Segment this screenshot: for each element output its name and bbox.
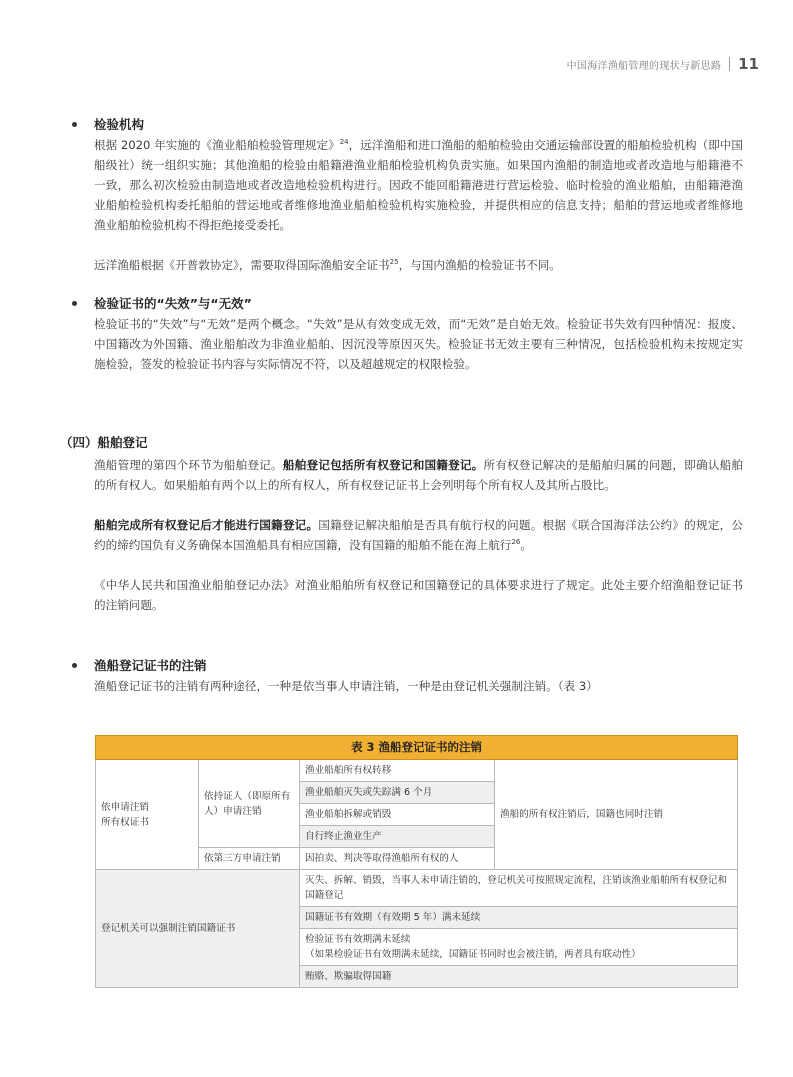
section-ship-registration-body (78, 455, 743, 615)
table-cell: 渔业船舶所有权转移 (300, 760, 495, 782)
paragraph-registration-intro: 渔船管理的第四个环节为船舶登记。船舶登记包括所有权登记和国籍登记。所有权登记解决的是船舶归属的问题，即确认船舶的所有权人。如果船舶有两个以上的所有权人，所有权登记证书上会列明每个所有权人及其所占股比。 (94, 458, 743, 492)
footnote-ref-26: 26 (511, 538, 521, 547)
paragraph-certificate-validity: 检验证书的“失效”与“无效”是两个概念。“失效”是从有效变成无效，而“无效”是自始无效。检验证书失效有四种情况：报废、中国籍改为外国籍、渔业船舶改为非渔业船舶、因沉没等原因灭失。检验证书无效主要有三种情况，包括检验机构未按规定实施检验，签发的检验证书内容与实际情况不符，以及超越规定的权限检验。 (94, 317, 743, 371)
paragraph-certificate-cancellation: 渔船登记证书的注销有两种途径，一种是依当事人申请注销，一种是由登记机关强制注销。（表 3） (94, 679, 598, 693)
cancellation-table (95, 735, 738, 988)
bullet-certificate-validity (78, 294, 743, 374)
table-cell: 自行终止渔业生产 (300, 826, 495, 848)
paragraph-nationality-registration: 船舶完成所有权登记后才能进行国籍登记。国籍登记解决船舶是否具有航行权的问题。根据《联合国海洋法公约》的规定，公约的缔约国负有义务确保本国渔船具有相应国籍，没有国籍的船舶不能在海上航行$^{26}$。 (94, 518, 743, 552)
heading-inspection-agency: 检验机构 (94, 117, 145, 132)
paragraph-registration-rules: 《中华人民共和国渔业船舶登记办法》对渔业船舶所有权登记和国籍登记的具体要求进行了规定。此处主要介绍渔船登记证书的注销问题。 (94, 578, 743, 612)
page-number: 11 (738, 55, 759, 73)
table-group-application: 依申请注销 所有权证书 (96, 760, 199, 870)
table-cell: 国籍证书有效期（有效期 5 年）满未延续 (300, 907, 738, 929)
table-cell: 渔业船舶拆解或销毁 (300, 804, 495, 826)
table-note-nationality: 渔船的所有权注销后，国籍也同时注销 (495, 760, 738, 870)
footnote-ref-24: 24 (339, 138, 349, 147)
bullet-inspection-agency (78, 115, 743, 275)
heading-certificate-cancellation: 渔船登记证书的注销 (94, 658, 207, 673)
bullet-icon (72, 122, 77, 127)
page-header (567, 55, 759, 73)
bullet-certificate-cancellation (78, 656, 743, 696)
paragraph-inspection-agency: 根据 2020 年实施的《渔业船舶检验管理规定》$^{24}$，远洋渔船和进口渔船的船舶检验由交通运输部设置的船舶检验机构（即中国船级社）统一组织实施；其他渔船的检验由船籍港渔业船舶检验机构负责实施。如果国内渔船的制造地或者改造地与船籍港不一致，那么初次检验由制造地或者改造地检验机构进行。因政不能回船籍港进行营运检验、临时检验的渔业船舶，由船籍港渔业船舶检验机构委托船舶的营运地或者维修地渔业船舶检验机构实施检验，并提供相应的信息支持；船舶的营运地或者维修地渔业船舶检验机构不得拒绝接受委托。 (94, 138, 743, 232)
table-caption: 表 3 渔船登记证书的注销 (96, 736, 738, 760)
header-divider (729, 57, 730, 71)
footnote-ref-25: 25 (389, 258, 399, 267)
table-subgroup-third-party: 依第三方申请注销 (199, 848, 300, 870)
table-subgroup-holder: 依持证人（即原所有人）申请注销 (199, 760, 300, 848)
table-group-forced: 登记机关可以强制注销国籍证书 (96, 870, 300, 988)
table-cell: 贿赂、欺骗取得国籍 (300, 966, 738, 988)
section-title-ship-registration: （四）船舶登记 (60, 435, 148, 450)
table-cell: 渔业船舶灭失或失踪满 6 个月 (300, 782, 495, 804)
table-cell: 检验证书有效期满未延续 （如果检验证书有效期满未延续，国籍证书同时也会被注销，两者具有联动性） (300, 929, 738, 966)
paragraph-cape-town: 远洋渔船根据《开普敦协定》，需要取得国际渔船安全证书$^{25}$，与国内渔船的检验证书不同。 (94, 258, 561, 272)
heading-certificate-validity: 检验证书的“失效”与“无效” (94, 296, 252, 311)
table-cell: 因拍卖、判决等取得渔船所有权的人 (300, 848, 495, 870)
header-title: 中国海洋渔船管理的现状与新思路 (566, 60, 722, 72)
bullet-icon (72, 301, 77, 306)
bullet-icon (72, 663, 77, 668)
table-cell: 灭失、拆解、销毁，当事人未申请注销的，登记机关可按照规定流程，注销该渔业船舶所有权登记和国籍登记 (300, 870, 738, 907)
